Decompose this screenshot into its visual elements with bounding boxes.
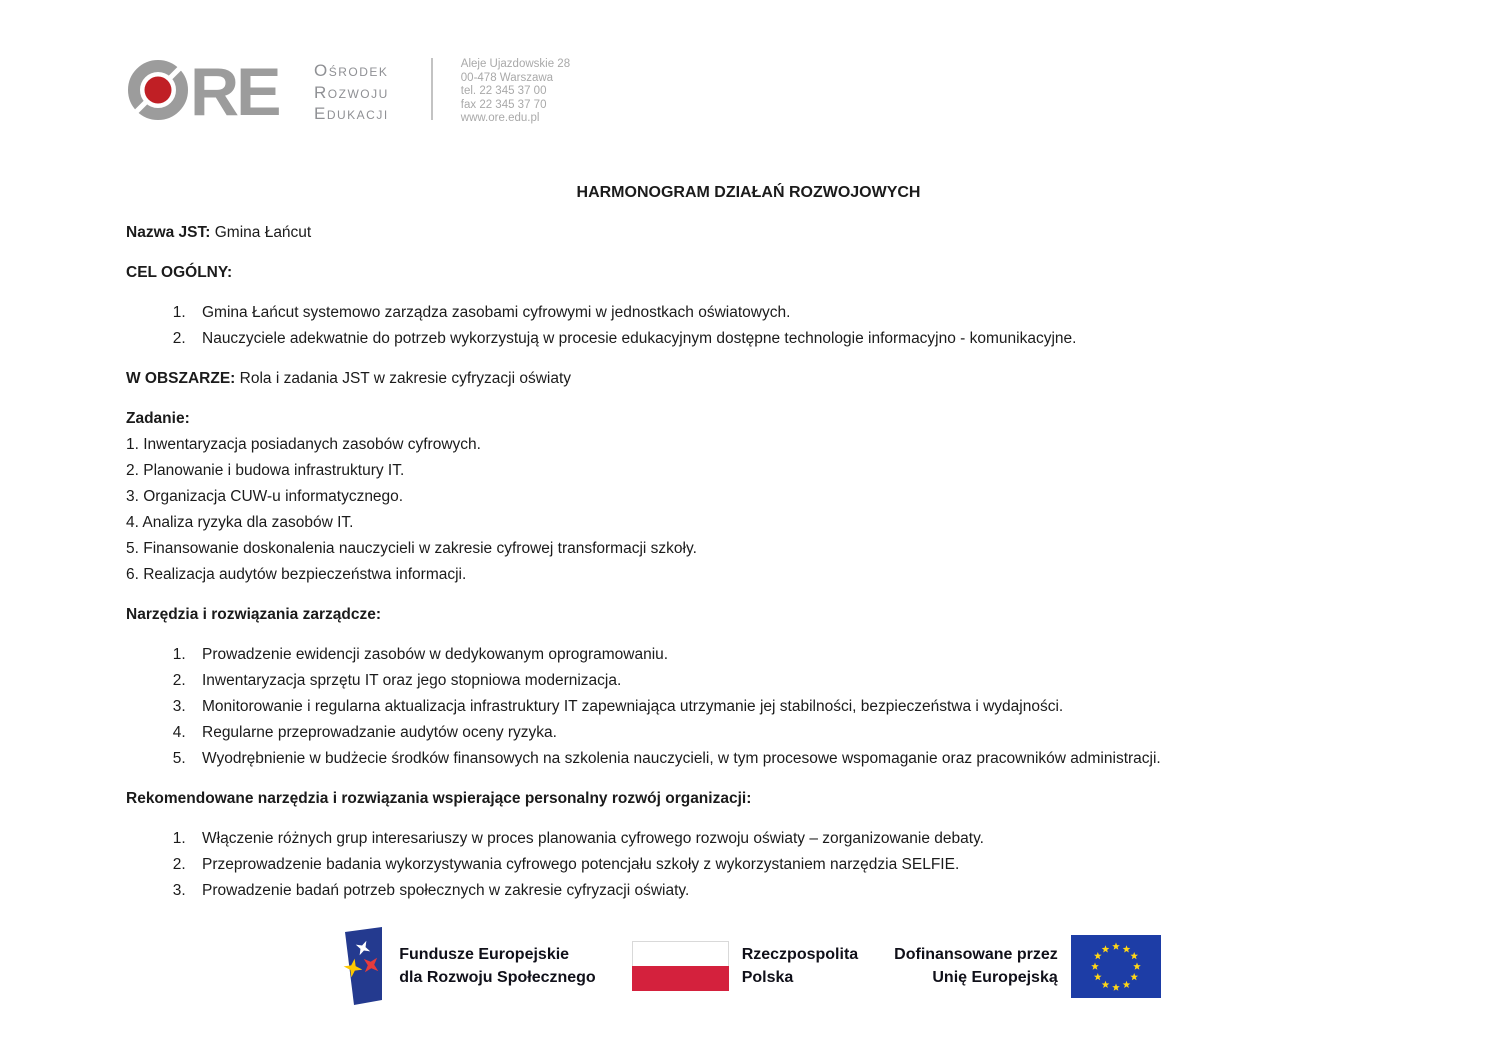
ore-address-line: www.ore.edu.pl xyxy=(460,112,540,124)
ore-address-line: Aleje Ujazdowskie 28 xyxy=(460,58,571,70)
heading-narzedzia-text: Narzędzia i rozwiązania zarządcze: xyxy=(126,606,381,623)
zadanie-line: 1. Inwentaryzacja posiadanych zasobów cyfrowych. xyxy=(126,436,481,453)
ore-acronym: RE xyxy=(190,54,279,130)
heading-zadanie: Zadanie: xyxy=(126,410,190,427)
poland-label-line1: Rzeczpospolita xyxy=(741,946,859,963)
ore-org-name-line: Ośrodek xyxy=(314,61,389,80)
zadanie-lines xyxy=(126,432,1371,588)
eu-funds-logo-group xyxy=(336,924,595,1008)
nazwa-jst-label: Nazwa JST: xyxy=(126,224,211,241)
rekomendowane-item: 1. Włączenie różnych grup interesariuszy w proces planowania cyfrowego rozwoju oświaty – zorganizowanie debaty. xyxy=(190,826,1371,852)
rekomendowane-item: 3. Prowadzenie badań potrzeb społecznych w zakresie cyfryzacji oświaty. xyxy=(190,878,1371,904)
w-obszarze-value: Rola i zadania JST w zakresie cyfryzacji oświaty xyxy=(239,370,572,387)
poland-logo-group xyxy=(632,941,858,991)
heading-rekomendowane-text: Rekomendowane narzędzia i rozwiązania wspierające personalny rozwój organizacji: xyxy=(126,790,752,807)
rekomendowane-list xyxy=(126,826,1371,904)
cofinanced-logo-group xyxy=(894,935,1161,998)
ore-address-line: 00-478 Warszawa xyxy=(460,71,554,84)
eu-funds-label-line1: Fundusze Europejskie xyxy=(399,946,570,963)
eu-funds-flag-icon xyxy=(336,924,386,1008)
narzedzia-item: 4. Regularne przeprowadzanie audytów oceny ryzyka. xyxy=(190,720,1371,746)
ore-address-line: fax 22 345 37 70 xyxy=(460,98,547,111)
letterhead-divider xyxy=(431,58,433,120)
heading-narzedzia xyxy=(126,602,1371,628)
cofinanced-label-line2: Unię Europejską xyxy=(932,969,1058,986)
zadanie-line: 3. Organizacja CUW-u informatycznego. xyxy=(126,488,404,505)
poland-label-line2: Polska xyxy=(741,969,794,986)
letterhead xyxy=(0,0,1497,134)
eu-funds-label xyxy=(399,943,595,989)
funding-logos-bar xyxy=(126,924,1371,1008)
cel-ogolny-list xyxy=(126,300,1371,352)
w-obszarze-line xyxy=(126,366,1371,392)
ore-org-name-line: Edukacji xyxy=(314,104,389,123)
zadanie-line: 6. Realizacja audytów bezpieczeństwa informacji. xyxy=(126,566,467,583)
narzedzia-item: 2. Inwentaryzacja sprzętu IT oraz jego stopniowa modernizacja. xyxy=(190,668,1371,694)
narzedzia-item: 1. Prowadzenie ewidencji zasobów w dedykowanym oprogramowaniu. xyxy=(190,642,1371,668)
zadanie-line: 4. Analiza ryzyka dla zasobów IT. xyxy=(126,514,354,531)
rekomendowane-item: 2. Przeprowadzenie badania wykorzystywania cyfrowego potencjału szkoły z wykorzystaniem narzędzia SELFIE. xyxy=(190,852,1371,878)
ore-red-dot-icon xyxy=(145,77,172,104)
zadanie-line: 2. Planowanie i budowa infrastruktury IT. xyxy=(126,462,405,479)
w-obszarze-label: W OBSZARZE: xyxy=(126,370,236,387)
heading-cel-ogolny: CEL OGÓLNY: xyxy=(126,264,233,281)
heading-rekomendowane xyxy=(126,786,1371,812)
narzedzia-list xyxy=(126,642,1371,772)
nazwa-jst-value: Gmina Łańcut xyxy=(214,224,312,241)
zadanie-line: 5. Finansowanie doskonalenia nauczycieli w zakresie cyfrowej transformacji szkoły. xyxy=(126,540,697,557)
ore-address-line: tel. 22 345 37 00 xyxy=(460,85,547,97)
poland-flag-icon xyxy=(632,941,729,991)
cofinanced-label xyxy=(894,943,1058,989)
page-title: HARMONOGRAM DZIAŁAŃ ROZWOJOWYCH xyxy=(576,184,921,201)
eu-flag-icon xyxy=(1071,935,1161,998)
poland-label xyxy=(742,943,858,989)
narzedzia-item: 3. Monitorowanie i regularna aktualizacja infrastruktury IT zapewniająca utrzymanie jej stabilności, bezpieczeństwa i wydajności. xyxy=(190,694,1371,720)
nazwa-jst-line xyxy=(126,220,1371,246)
ore-logo xyxy=(128,54,288,130)
document-body xyxy=(126,180,1371,1008)
cofinanced-label-line1: Dofinansowane przez xyxy=(894,946,1058,963)
eu-funds-label-line2: dla Rozwoju Społecznego xyxy=(399,969,596,986)
cel-ogolny-item: 2. Nauczyciele adekwatnie do potrzeb wykorzystują w procesie edukacyjnym dostępne technologie informacyjno - komunikacyjne. xyxy=(190,326,1371,352)
narzedzia-item: 5. Wyodrębnienie w budżecie środków finansowych na szkolenia nauczycieli, w tym procesowe wspomaganie oraz pracowników administracji. xyxy=(190,746,1371,772)
ore-org-name xyxy=(314,60,389,125)
ore-address xyxy=(461,58,570,126)
cel-ogolny-item: 1. Gmina Łańcut systemowo zarządza zasobami cyfrowymi w jednostkach oświatowych. xyxy=(190,300,1371,326)
ore-org-name-line: Rozwoju xyxy=(314,82,389,102)
